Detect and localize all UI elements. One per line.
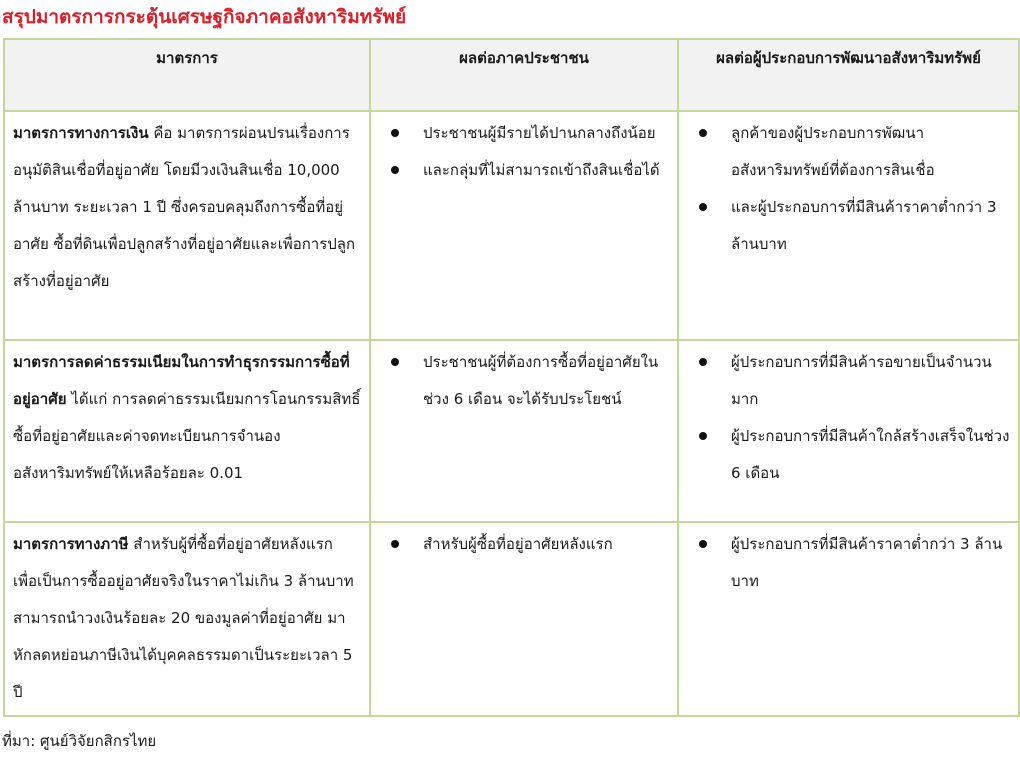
- measure-name: มาตรการลดค่าธรรมเนียมในการทำธุรกรรมการซื้อที่อยู่อาศัย: [13, 353, 350, 408]
- list-item: ลูกค้าของผู้ประกอบการพัฒนาอสังหาริมทรัพย์ที่ต้องการสินเชื่อ: [687, 115, 1010, 189]
- page-title: สรุปมาตรการกระตุ้นเศรษฐกิจภาคอสังหาริมทรัพย์: [2, 6, 407, 28]
- table-row: [4, 522, 1019, 716]
- list-item: ผู้ประกอบการที่มีสินค้าใกล้สร้างเสร็จในช่วง 6 เดือน: [687, 418, 1010, 492]
- list-item: ประชาชนผู้มีรายได้ปานกลางถึงน้อย: [379, 115, 669, 152]
- developer-effect-cell: [678, 111, 1019, 340]
- public-effect-cell: [370, 522, 678, 716]
- public-effect-cell: [370, 340, 678, 522]
- header-public-effect: ผลต่อภาคประชาชน: [370, 39, 678, 111]
- measure-description: คือ มาตรการผ่อนปรนเรื่องการอนุมัติสินเชื่อที่อยู่อาศัย โดยมีวงเงินสินเชื่อ 10,000 ล้านบาท ระยะเวลา 1 ปี ซึ่งครอบคลุมถึงการซื้อที่อยู่อาศัย ซื้อที่ดินเพื่อปลูกสร้างที่อยู่อาศัยและเพื่อการปลูกสร้างที่อยู่อาศัย: [13, 124, 356, 290]
- developer-effect-cell: [678, 522, 1019, 716]
- header-measures: มาตรการ: [4, 39, 370, 111]
- measure-name: มาตรการทางภาษี: [13, 535, 129, 553]
- list-item: ผู้ประกอบการที่มีสินค้าราคาต่ำกว่า 3 ล้านบาท: [687, 526, 1010, 600]
- public-effect-cell: [370, 111, 678, 340]
- header-developer-effect: ผลต่อผู้ประกอบการพัฒนาอสังหาริมทรัพย์: [678, 39, 1019, 111]
- list-item: สำหรับผู้ซื้อที่อยู่อาศัยหลังแรก: [379, 526, 669, 563]
- measure-cell: [4, 522, 370, 716]
- measure-name: มาตรการทางการเงิน: [13, 124, 149, 142]
- developer-effect-cell: [678, 340, 1019, 522]
- list-item: ประชาชนผู้ที่ต้องการซื้อที่อยู่อาศัยในช่วง 6 เดือน จะได้รับประโยชน์: [379, 344, 669, 418]
- table-row: [4, 111, 1019, 340]
- table-header-row: [4, 39, 1019, 111]
- list-item: และผู้ประกอบการที่มีสินค้าราคาต่ำกว่า 3 ล้านบาท: [687, 189, 1010, 263]
- measure-description: ได้แก่ การลดค่าธรรมเนียมการโอนกรรมสิทธิ์ซื้อที่อยู่อาศัยและค่าจดทะเบียนการจำนองอสังหาริมทรัพย์ให้เหลือร้อยละ 0.01: [13, 390, 361, 482]
- measure-cell: [4, 340, 370, 522]
- source-note: ที่มา: ศูนย์วิจัยกสิกรไทย: [2, 732, 157, 750]
- list-item: และกลุ่มที่ไม่สามารถเข้าถึงสินเชื่อได้: [379, 152, 669, 189]
- measure-cell: [4, 111, 370, 340]
- measures-table: [3, 38, 1020, 717]
- measure-description: สำหรับผู้ที่ซื้อที่อยู่อาศัยหลังแรก เพื่อเป็นการซื้ออยู่อาศัยจริงในราคาไม่เกิน 3 ล้านบาท สามารถนำวงเงินร้อยละ 20 ของมูลค่าที่อยู่อาศัย มาหักลดหย่อนภาษีเงินได้บุคคลธรรมดาเป็นระยะเวลา 5 ปี: [13, 535, 354, 701]
- list-item: ผู้ประกอบการที่มีสินค้ารอขายเป็นจำนวนมาก: [687, 344, 1010, 418]
- table-row: [4, 340, 1019, 522]
